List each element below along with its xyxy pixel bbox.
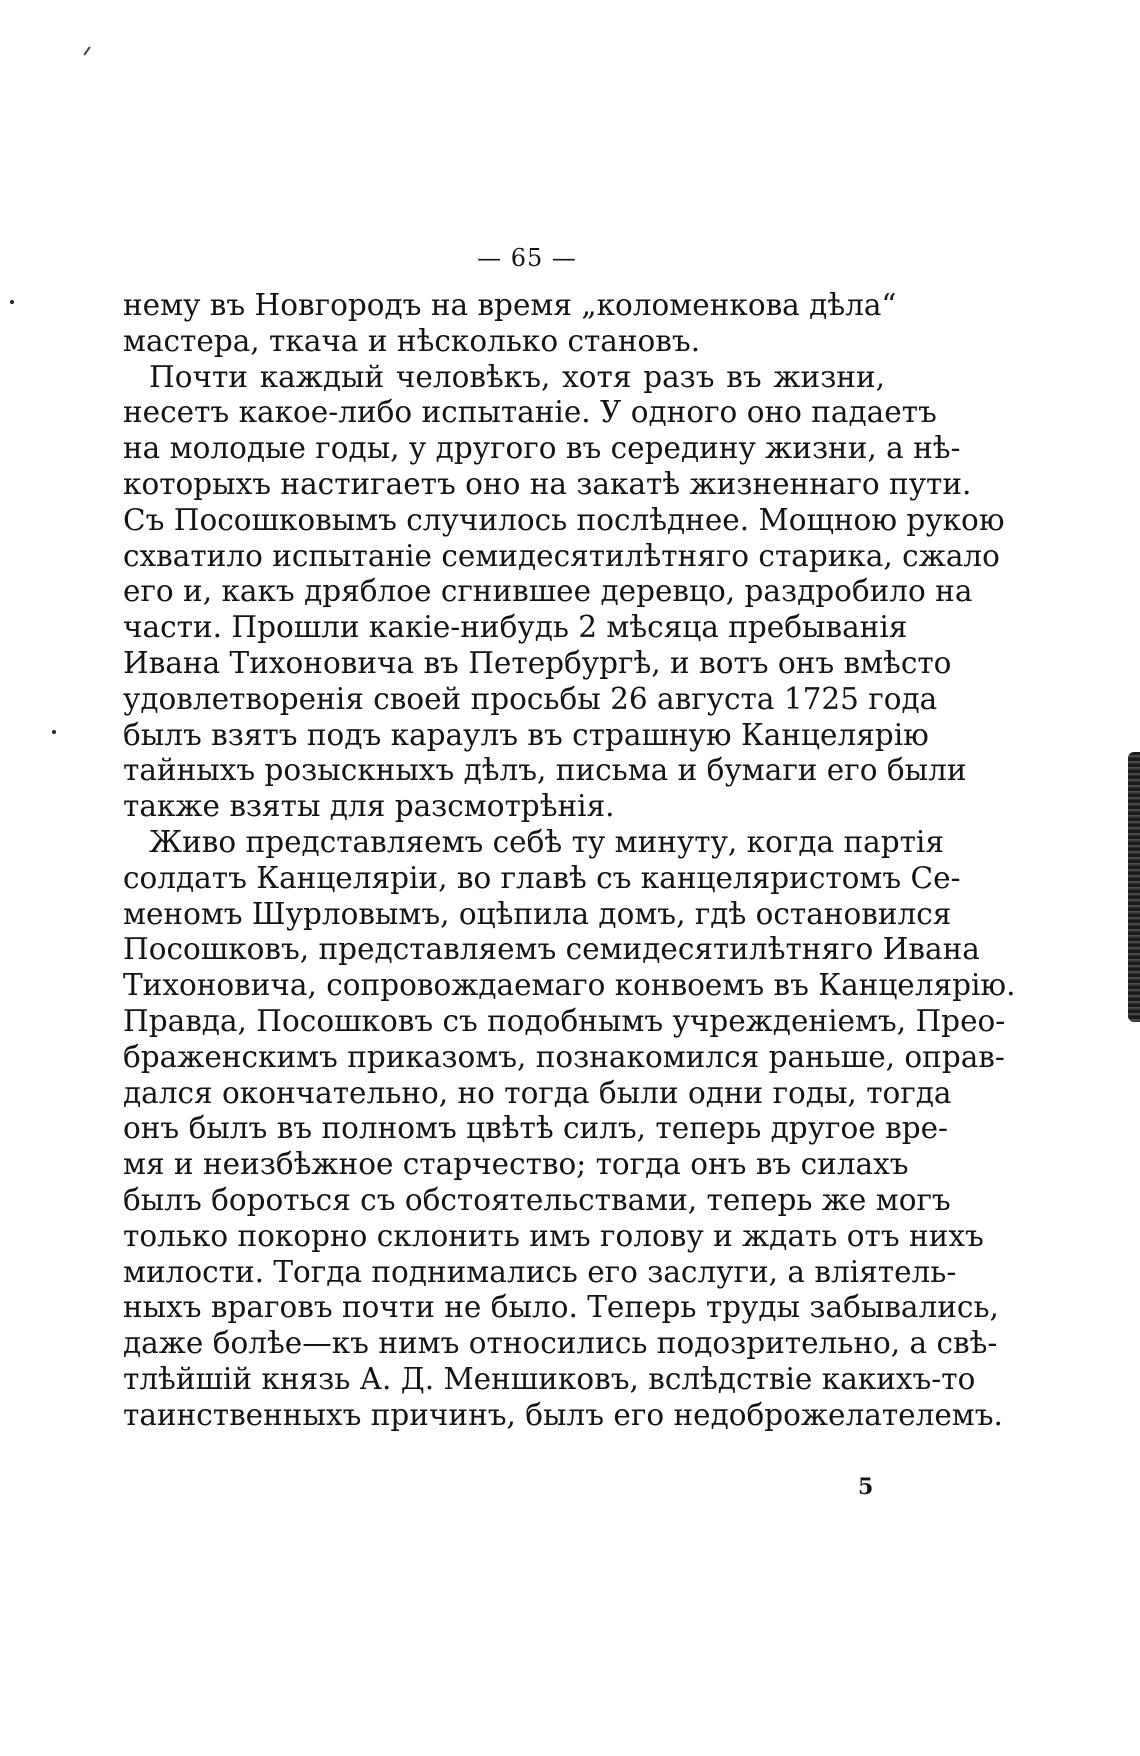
text-line: Посошковъ, представляемъ семидесятилѣтняго Ивана <box>123 932 980 967</box>
body-text <box>123 288 1016 1434</box>
text-line: былъ бороться съ обстоятельствами, теперь же могъ <box>123 1182 951 1217</box>
text-line: мя и неизбѣжное старчество; тогда онъ въ силахъ <box>123 1147 909 1182</box>
text-line: Съ Посошковымъ случилось послѣднее. Мощною рукою <box>123 502 1005 537</box>
text-line: даже болѣе—къ нимъ относились подозрительно, а свѣ- <box>123 1326 998 1361</box>
text-line: Тихоновича, сопровождаемаго конвоемъ въ Канцелярію. <box>123 968 1016 1003</box>
text-line: только покорно склонить имъ голову и ждать отъ нихъ <box>123 1218 984 1253</box>
text-line: нему въ Новгородъ на время „коломенкова дѣла“ <box>123 288 897 322</box>
binding-edge <box>1128 752 1140 1022</box>
text-line: Почти каждый человѣкъ, хотя разъ въ жизни, <box>149 359 885 394</box>
text-line: несетъ какое-либо испытаніе. У одного оно падаетъ <box>123 395 937 430</box>
text-line: его и, какъ дряблое сгнившее деревцо, раздробило на <box>123 574 973 609</box>
text-line: онъ былъ въ полномъ цвѣтѣ силъ, теперь другое вре- <box>123 1111 949 1146</box>
text-line: мастера, ткача и нѣсколько становъ. <box>123 323 701 358</box>
text-line: которыхъ настигаетъ оно на закатѣ жизненнаго пути. <box>123 466 972 501</box>
text-line: браженскимъ приказомъ, познакомился раньше, оправ- <box>123 1039 1005 1074</box>
text-line: былъ взятъ подъ караулъ въ страшную Канцелярію <box>123 717 929 752</box>
text-line: удовлетворенія своей просьбы 26 августа 1725 года <box>123 681 938 716</box>
text-line: также взяты для разсмотрѣнія. <box>123 789 615 824</box>
text-line: Живо представляемъ себѣ ту минуту, когда партія <box>149 824 944 859</box>
text-line: меномъ Шурловымъ, оцѣпила домъ, гдѣ остановился <box>123 896 952 931</box>
text-line: тлѣйшій князь А. Д. Меншиковъ, вслѣдствіе какихъ-то <box>123 1361 976 1396</box>
text-line: Правда, Посошковъ съ подобнымъ учрежденіемъ, Прео- <box>123 1003 1006 1038</box>
text-line: таинственныхъ причинъ, былъ его недоброжелателемъ. <box>123 1397 1003 1432</box>
scan-speck <box>52 730 56 734</box>
text-line: милости. Тогда поднимались его заслуги, а вліятель- <box>123 1254 957 1289</box>
scan-speck <box>10 300 14 304</box>
signature-mark: 5 <box>858 1474 874 1500</box>
text-line: схватило испытаніе семидесятилѣтняго старика, сжало <box>123 538 1000 573</box>
text-line: тайныхъ розыскныхъ дѣлъ, письма и бумаги его были <box>123 753 967 788</box>
text-line: Ивана Тихоновича въ Петербургѣ, и вотъ онъ вмѣсто <box>123 645 952 680</box>
text-line: дался окончательно, но тогда были одни годы, тогда <box>123 1075 952 1110</box>
text-line: части. Прошли какіе-нибудь 2 мѣсяца пребыванія <box>123 610 908 645</box>
page-number: — 65 — <box>477 244 577 272</box>
text-line: на молодые годы, у другого въ середину жизни, а нѣ- <box>123 431 961 466</box>
text-line: ныхъ враговъ почти не было. Теперь труды забывались, <box>123 1290 999 1325</box>
margin-mark <box>83 46 90 55</box>
text-line: солдатъ Канцеляріи, во главѣ съ канцеляристомъ Се- <box>123 860 961 895</box>
